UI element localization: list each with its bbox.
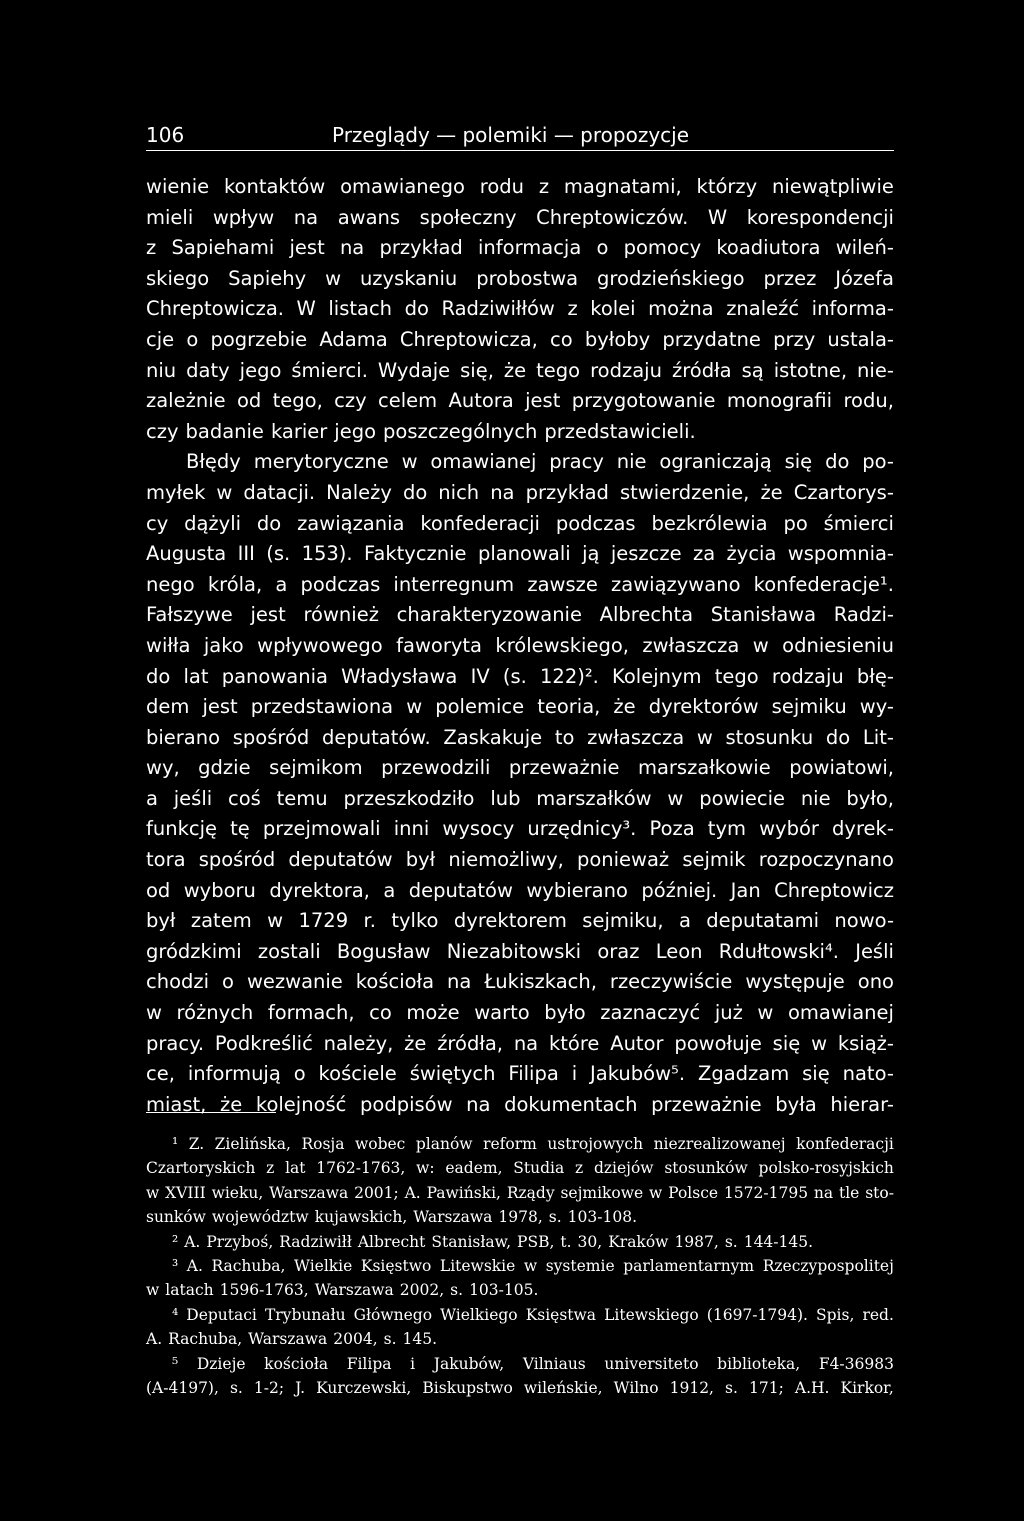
text-line: gródzkimi zostali Bogusław Niezabitowski oraz Leon Rdułtowski⁴. Jeśli xyxy=(146,939,894,963)
text-line: zależnie od tego, czy celem Autora jest przygotowanie monografii rodu, xyxy=(146,389,894,413)
text-line: Fałszywe jest również charakteryzowanie Albrechta Stanisława Radzi- xyxy=(146,603,894,627)
text-line: z Sapiehami jest na przykład informacja o pomocy koadiutora wileń- xyxy=(146,236,894,260)
page-number: 106 xyxy=(146,123,185,147)
text-line: cy dążyli do zawiązania konfederacji podczas bezkrólewia po śmierci xyxy=(146,511,894,535)
text-line: ce, informują o kościele świętych Filipa i Jakubów⁵. Zgadzam się nato- xyxy=(146,1062,894,1086)
text-line: funkcję tę przejmowali inni wysocy urzędnicy³. Poza tym wybór dyrek- xyxy=(146,817,894,841)
text-line: od wyboru dyrektora, a deputatów wybierano później. Jan Chreptowicz xyxy=(146,878,894,902)
text-line: wy, gdzie sejmikom przewodzili przeważnie marszałkowie powiatowi, xyxy=(146,756,894,780)
running-title: Przeglądy — polemiki — propozycje xyxy=(332,123,690,147)
text-line: myłek w datacji. Należy do nich na przykład stwierdzenie, że Czartorys- xyxy=(146,480,894,504)
text-line: pracy. Podkreślić należy, że źródła, na które Autor powołuje się w książ- xyxy=(146,1031,894,1055)
footnote-separator xyxy=(146,1112,276,1113)
running-header xyxy=(146,120,894,151)
footnote-line: w XVIII wieku, Warszawa 2001; A. Pawiński, Rządy sejmikowe w Polsce 1572-1795 na tle sto- xyxy=(146,1183,894,1202)
footnotes xyxy=(146,1132,894,1400)
text-line: do lat panowania Władysława IV (s. 122)². Kolejnym tego rodzaju błę- xyxy=(146,664,894,688)
text-line: niu daty jego śmierci. Wydaje się, że tego rodzaju źródła są istotne, nie- xyxy=(146,358,894,382)
footnote-line: sunków województw kujawskich, Warszawa 1978, s. 103-108. xyxy=(146,1208,637,1227)
text-line: był zatem w 1729 r. tylko dyrektorem sejmiku, a deputatami nowo- xyxy=(146,909,894,933)
text-line: chodzi o wezwanie kościoła na Łukiszkach, rzeczywiście występuje ono xyxy=(146,970,894,994)
text-line: tora spośród deputatów był niemożliwy, ponieważ sejmik rozpoczynano xyxy=(146,848,894,872)
text-line: a jeśli coś temu przeszkodziło lub marszałków w powiecie nie było, xyxy=(146,786,894,810)
text-line: czy badanie karier jego poszczególnych przedstawicieli. xyxy=(146,419,696,443)
text-line: mieli wpływ na awans społeczny Chreptowiczów. W korespondencji xyxy=(146,205,894,229)
text-line: w różnych formach, co może warto było zaznaczyć już w omawianej xyxy=(146,1001,894,1025)
footnote-line: ² A. Przyboś, Radziwiłł Albrecht Stanisław, PSB, t. 30, Kraków 1987, s. 144-145. xyxy=(172,1232,814,1251)
main-text xyxy=(146,172,894,1120)
text-line: Augusta III (s. 153). Faktycznie planowali ją jeszcze za życia wspomnia- xyxy=(146,542,894,566)
text-line: wienie kontaktów omawianego rodu z magnatami, którzy niewątpliwie xyxy=(146,175,894,198)
text-line: dem jest przedstawiona w polemice teoria, że dyrektorów sejmiku wy- xyxy=(146,695,894,719)
footnote-line: Czartoryskich z lat 1762-1763, w: eadem, Studia z dziejów stosunków polsko-rosyjskich xyxy=(146,1159,894,1178)
text-line: Błędy merytoryczne w omawianej pracy nie ograniczają się do po- xyxy=(186,450,894,474)
footnote-line: ⁴ Deputaci Trybunału Głównego Wielkiego Księstwa Litewskiego (1697-1794). Spis, red. xyxy=(172,1305,894,1324)
footnote-line: (A-4197), s. 1-2; J. Kurczewski, Biskupstwo wileńskie, Wilno 1912, s. 171; A.H. Kirkor, xyxy=(146,1378,894,1397)
footnote-line: ¹ Z. Zielińska, Rosja wobec planów reform ustrojowych niezrealizowanej konfederacji xyxy=(172,1135,894,1153)
footnote-line: A. Rachuba, Warszawa 2004, s. 145. xyxy=(146,1330,438,1349)
footnote-line: ³ A. Rachuba, Wielkie Księstwo Litewskie w systemie parlamentarnym Rzeczypospolitej xyxy=(172,1256,894,1275)
footnote-line: w latach 1596-1763, Warszawa 2002, s. 103-105. xyxy=(146,1281,539,1300)
text-line: bierano spośród deputatów. Zaskakuje to zwłaszcza w stosunku do Lit- xyxy=(146,725,894,749)
text-line: Chreptowicza. W listach do Radziwiłłów z kolei można znaleźć informa- xyxy=(146,297,894,321)
footnote-line: ⁵ Dzieje kościoła Filipa i Jakubów, Vilniaus universiteto biblioteka, F4-36983 xyxy=(172,1354,894,1373)
text-line: wiłła jako wpływowego faworyta królewskiego, zwłaszcza w odniesieniu xyxy=(146,633,894,657)
text-line: miast, że kolejność podpisów na dokumentach przeważnie była hierar- xyxy=(146,1092,894,1116)
text-line: skiego Sapiehy w uzyskaniu probostwa grodzieńskiego przez Józefa xyxy=(146,266,894,290)
text-line: nego króla, a podczas interregnum zawsze zawiązywano konfederacje¹. xyxy=(146,572,894,596)
text-line: cje o pogrzebie Adama Chreptowicza, co byłoby przydatne przy ustala- xyxy=(146,327,894,351)
